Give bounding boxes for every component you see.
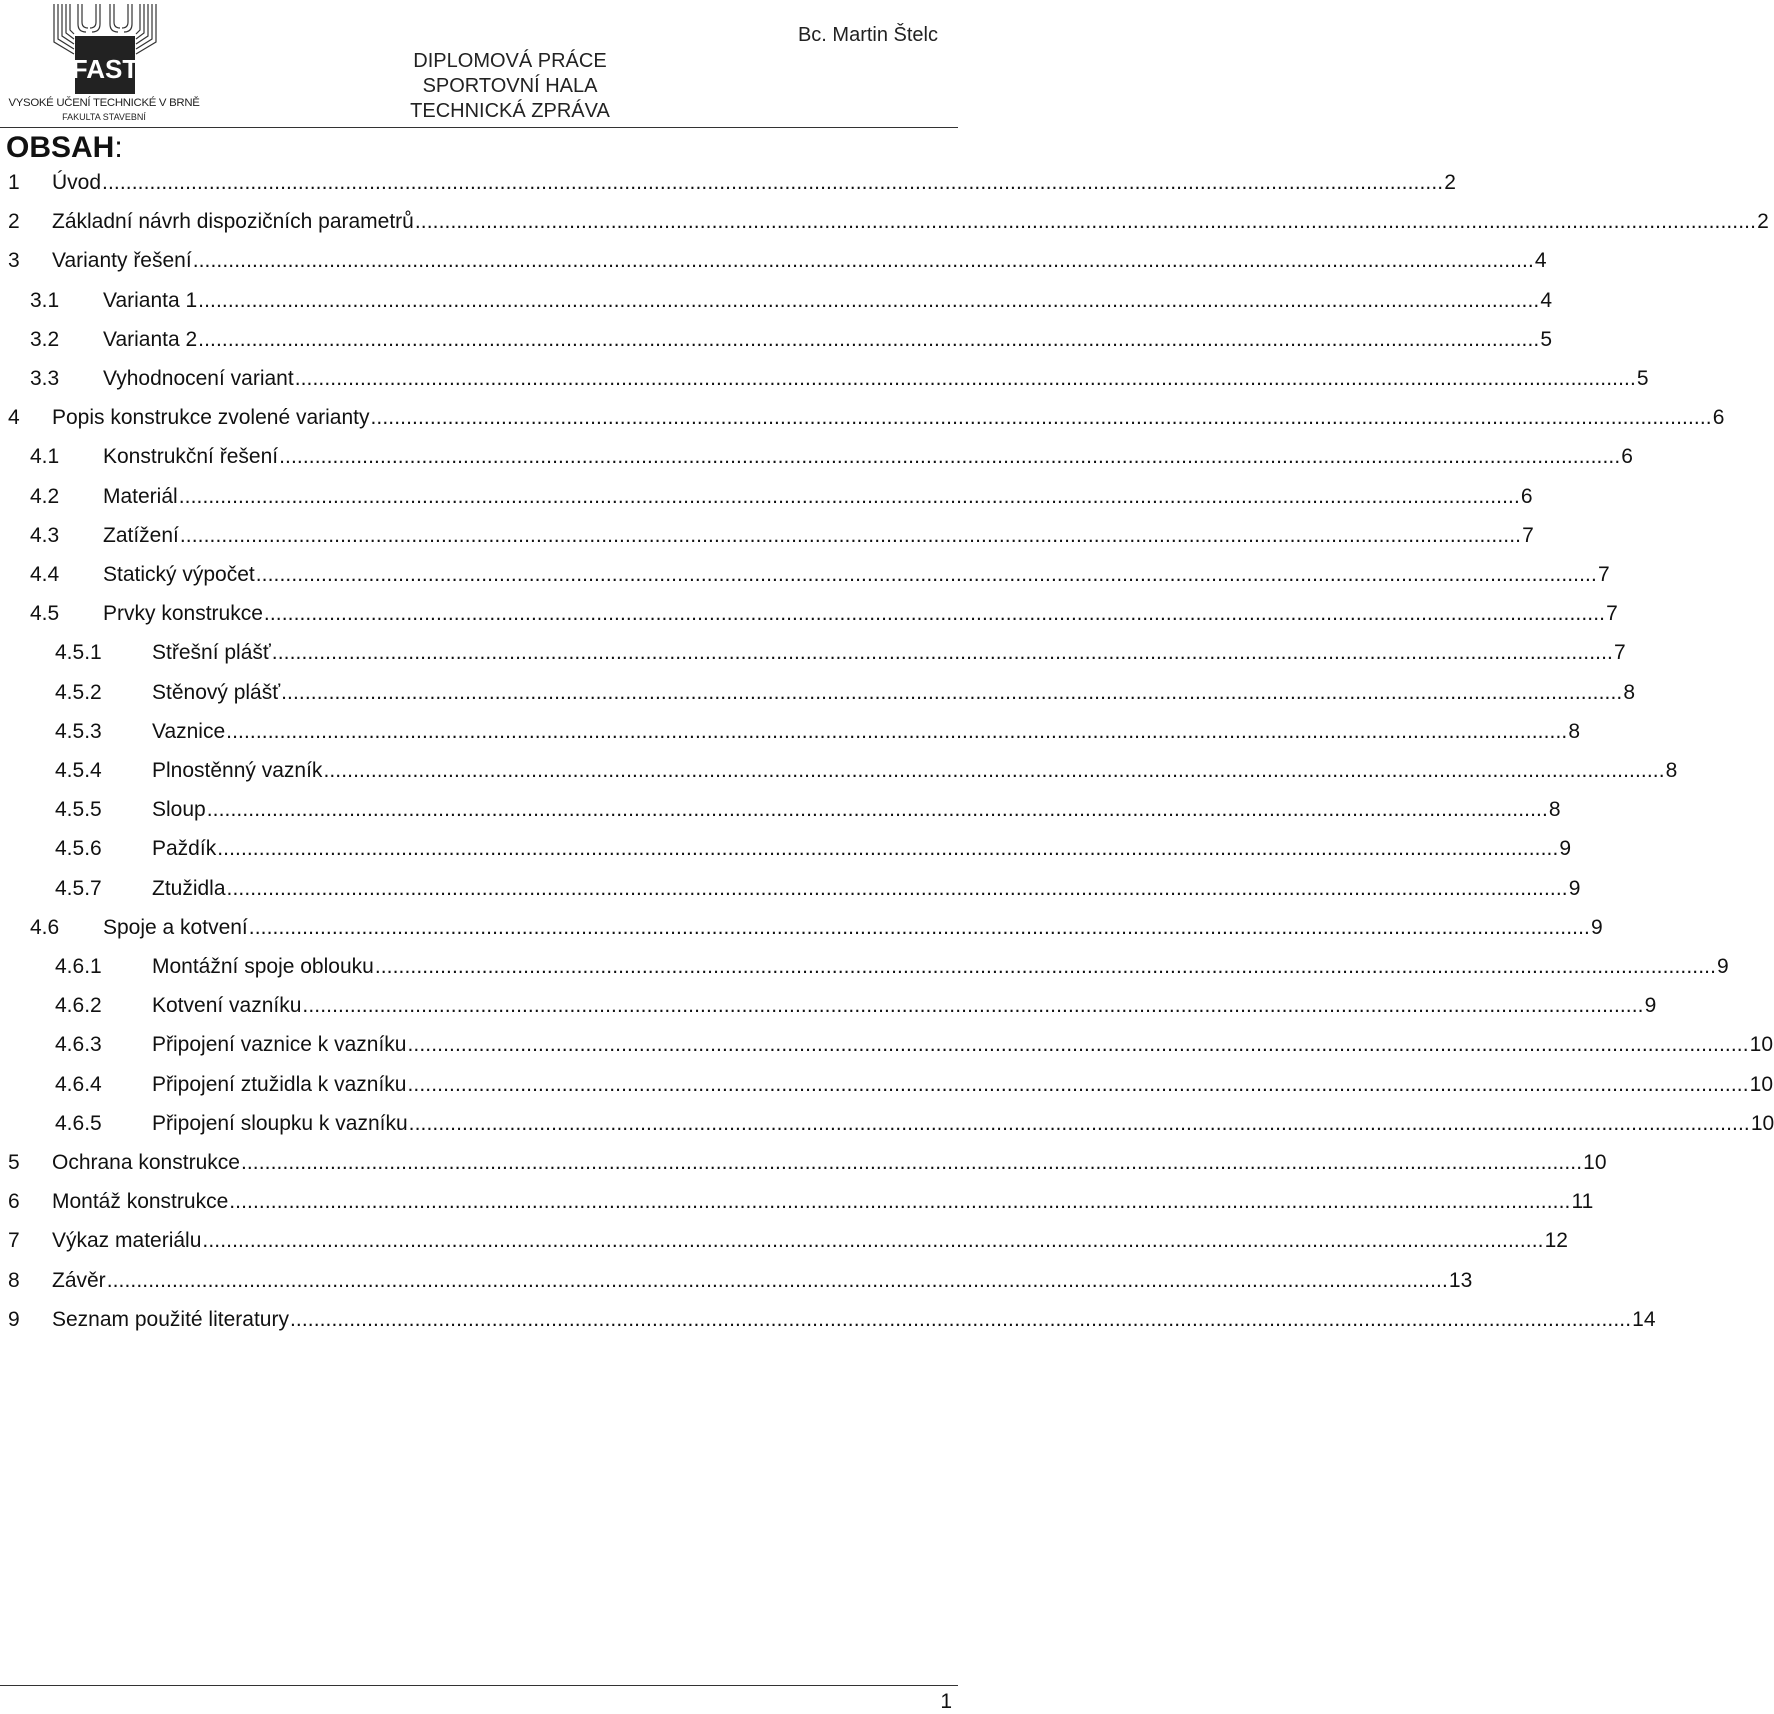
toc-entry-page: 8 xyxy=(1623,680,1636,704)
toc-entry-number: 4.6 xyxy=(30,915,60,939)
toc-entry-leader: .................................................................................................................................................................................................................................. xyxy=(192,249,1534,273)
toc-entry-title: Základní návrh dispozičních parametrů xyxy=(52,210,414,234)
toc-entry[interactable] xyxy=(30,325,1553,355)
toc-entry-leader: .................................................................................................................................................................................................................................. xyxy=(106,1268,1448,1292)
toc-entry-leader: .................................................................................................................................................................................................................................. xyxy=(408,1111,1750,1135)
toc-entry-page: 9 xyxy=(1644,994,1657,1018)
doc-type-line-3: TECHNICKÁ ZPRÁVA xyxy=(410,100,610,122)
toc-entry[interactable] xyxy=(55,795,1561,825)
toc-entry-leader: .................................................................................................................................................................................................................................. xyxy=(179,523,1522,547)
toc-entry-title: Připojení ztužidla k vazníku xyxy=(152,1072,407,1096)
toc-entry-leader: .................................................................................................................................................................................................................................. xyxy=(255,563,1597,586)
toc-entry-page: 4 xyxy=(1534,249,1547,273)
toc-entry-page: 6 xyxy=(1520,484,1533,508)
header-divider xyxy=(0,127,958,128)
toc-entry-page: 4 xyxy=(1540,288,1553,312)
toc-entry[interactable] xyxy=(55,1030,1774,1060)
toc-entry[interactable] xyxy=(30,286,1553,316)
toc-entry-page: 9 xyxy=(1568,876,1581,900)
toc-entry-title: Seznam použité literatury xyxy=(52,1307,289,1331)
toc-entry-page: 8 xyxy=(1665,759,1678,782)
toc-entry-number: 4.6.2 xyxy=(55,994,102,1018)
toc-entry-title: Stěnový plášť xyxy=(152,680,281,704)
toc-entry-page: 6 xyxy=(1621,445,1633,469)
toc-entry-leader: .................................................................................................................................................................................................................................. xyxy=(198,288,1540,312)
toc-entry-page: 11 xyxy=(1571,1190,1594,1214)
toc-entry[interactable] xyxy=(55,717,1581,747)
toc-entry-title: Ztužidla xyxy=(152,876,226,900)
toc-entry[interactable] xyxy=(55,1109,1774,1139)
toc-entry-title: Kotvení vazníku xyxy=(152,994,302,1018)
toc-entry-number: 3.2 xyxy=(30,327,60,351)
toc-entry-number: 4.6.3 xyxy=(55,1033,102,1057)
toc-entry-number: 4.5.6 xyxy=(55,837,102,861)
toc-entry[interactable] xyxy=(0,1305,1656,1335)
toc-entry-number: 4.6.5 xyxy=(55,1111,102,1135)
toc-entry-leader: .................................................................................................................................................................................................................................. xyxy=(226,719,1568,743)
toc-entry-leader: .................................................................................................................................................................................................................................. xyxy=(263,602,1606,626)
toc-entry-number: 4.3 xyxy=(30,523,60,547)
toc-entry[interactable] xyxy=(0,1187,1594,1217)
toc-entry[interactable] xyxy=(55,678,1636,708)
toc-entry-page: 2 xyxy=(1444,171,1456,194)
author-name: Bc. Martin Štelc xyxy=(797,24,938,46)
toc-entry-leader: .................................................................................................................................................................................................................................. xyxy=(226,876,1568,900)
toc-entry-leader: .................................................................................................................................................................................................................................. xyxy=(289,1307,1632,1331)
toc-entry-page: 10 xyxy=(1583,1151,1607,1174)
toc-entry-leader: .................................................................................................................................................................................................................................. xyxy=(302,994,1644,1018)
toc-entry-number: 4.1 xyxy=(30,445,60,469)
toc-heading xyxy=(6,131,123,165)
toc-entry[interactable] xyxy=(0,1226,1568,1256)
toc-entry-title: Paždík xyxy=(152,837,217,861)
toc-entry[interactable] xyxy=(30,560,1610,590)
toc-entry-page: 14 xyxy=(1632,1307,1656,1331)
toc-entry[interactable] xyxy=(55,874,1581,904)
toc-entry-number: 4.2 xyxy=(30,484,60,508)
toc-entry-number: 3 xyxy=(8,249,20,273)
toc-entry-title: Závěr xyxy=(52,1268,106,1292)
fast-logo-graphic xyxy=(6,2,202,94)
toc-entry-number: 1 xyxy=(8,171,20,194)
toc-entry-leader: .................................................................................................................................................................................................................................. xyxy=(414,210,1757,234)
toc-entry[interactable] xyxy=(30,442,1633,472)
toc-entry-number: 4.6.4 xyxy=(55,1072,102,1096)
toc-entry-page: 10 xyxy=(1750,1111,1774,1135)
toc-entry-leader: .................................................................................................................................................................................................................................. xyxy=(271,641,1613,665)
toc-entry-page: 9 xyxy=(1590,915,1603,939)
toc-entry-number: 4.5.2 xyxy=(55,680,102,704)
toc-entry-title: Statický výpočet xyxy=(103,563,255,586)
toc-entry-leader: .................................................................................................................................................................................................................................. xyxy=(198,327,1540,351)
toc-entry-number: 4 xyxy=(8,406,20,430)
toc-entry-number: 4.4 xyxy=(30,563,60,586)
toc-entry-leader: .................................................................................................................................................................................................................................. xyxy=(178,484,1520,508)
toc-entry[interactable] xyxy=(55,834,1572,864)
toc-entry[interactable] xyxy=(55,952,1729,982)
toc-entry-page: 5 xyxy=(1540,327,1553,351)
toc-heading-colon: : xyxy=(114,131,123,164)
university-logo xyxy=(6,2,202,122)
toc-entry-leader: .................................................................................................................................................................................................................................. xyxy=(374,955,1717,978)
toc-entry-number: 4.5.1 xyxy=(55,641,102,665)
toc-entry[interactable] xyxy=(0,168,1456,198)
toc-entry-page: 8 xyxy=(1568,719,1581,743)
toc-entry-number: 4.5.7 xyxy=(55,876,102,900)
toc-entry-leader: .................................................................................................................................................................................................................................. xyxy=(102,171,1444,194)
toc-entry-title: Varianta 2 xyxy=(103,327,198,351)
toc-entry-leader: .................................................................................................................................................................................................................................. xyxy=(217,837,1559,861)
logo-university-name: VYSOKÉ UČENÍ TECHNICKÉ V BRNĚ xyxy=(8,97,200,109)
toc-entry-leader: .................................................................................................................................................................................................................................. xyxy=(279,445,1621,469)
toc-entry-title: Montáž konstrukce xyxy=(52,1190,229,1214)
toc-entry-leader: .................................................................................................................................................................................................................................. xyxy=(407,1033,1749,1057)
toc-entry[interactable] xyxy=(0,1148,1607,1178)
toc-entry-title: Varianta 1 xyxy=(103,288,198,312)
toc-entry-leader: .................................................................................................................................................................................................................................. xyxy=(323,759,1665,782)
toc-entry-number: 8 xyxy=(8,1268,20,1292)
toc-entry[interactable] xyxy=(55,991,1657,1021)
toc-entry-page: 7 xyxy=(1597,563,1610,586)
toc-entry-number: 7 xyxy=(8,1229,20,1253)
toc-entry-page: 7 xyxy=(1613,641,1626,665)
toc-entry-title: Plnostěnný vazník xyxy=(152,759,323,782)
toc-entry-page: 9 xyxy=(1559,837,1572,861)
toc-entry-leader: .................................................................................................................................................................................................................................. xyxy=(294,367,1636,390)
toc-entry-number: 4.6.1 xyxy=(55,955,102,978)
logo-letters: FAST xyxy=(71,54,139,84)
toc-entry-page: 6 xyxy=(1712,406,1725,430)
doc-type-line-1: DIPLOMOVÁ PRÁCE xyxy=(413,50,607,72)
toc-entry[interactable] xyxy=(55,638,1626,668)
toc-entry-number: 6 xyxy=(8,1190,20,1214)
toc-entry-number: 4.5 xyxy=(30,602,60,626)
footer-divider xyxy=(0,1685,958,1686)
toc-entry-title: Připojení vaznice k vazníku xyxy=(152,1033,407,1057)
toc-entry-page: 9 xyxy=(1717,955,1729,978)
toc-heading-text: OBSAH xyxy=(6,131,115,164)
toc-entry-title: Varianty řešení xyxy=(52,249,192,273)
toc-entry-title: Výkaz materiálu xyxy=(52,1229,202,1253)
toc-entry[interactable] xyxy=(30,599,1618,629)
toc-entry-page: 10 xyxy=(1749,1072,1774,1096)
toc-entry-page: 12 xyxy=(1544,1229,1568,1253)
toc-entry-number: 2 xyxy=(8,210,20,234)
logo-faculty-name: FAKULTA STAVEBNÍ xyxy=(62,112,146,122)
toc-entry-leader: .................................................................................................................................................................................................................................. xyxy=(248,915,1590,939)
toc-entry-number: 4.5.4 xyxy=(55,759,102,782)
toc-entry-title: Prvky konstrukce xyxy=(103,602,263,626)
toc-entry[interactable] xyxy=(0,1266,1473,1296)
toc-entry[interactable] xyxy=(30,521,1534,551)
toc-entry[interactable] xyxy=(0,207,1769,237)
toc-entry-number: 4.5.3 xyxy=(55,719,102,743)
toc-entry-page: 7 xyxy=(1606,602,1618,626)
document-type xyxy=(390,49,630,124)
toc-entry-title: Materiál xyxy=(103,484,178,508)
toc-entry-page: 8 xyxy=(1548,798,1561,822)
toc-entry-title: Vaznice xyxy=(152,719,226,743)
doc-type-line-2: SPORTOVNÍ HALA xyxy=(422,75,598,97)
toc-entry-title: Spoje a kotvení xyxy=(103,915,248,939)
toc-entry-number: 9 xyxy=(8,1307,20,1331)
toc-entry-leader: .................................................................................................................................................................................................................................. xyxy=(240,1151,1583,1174)
toc-entry[interactable] xyxy=(30,913,1603,943)
toc-entry[interactable] xyxy=(30,364,1649,394)
toc-entry-leader: .................................................................................................................................................................................................................................. xyxy=(407,1072,1749,1096)
toc-entry-title: Zatížení xyxy=(103,523,179,547)
toc-entry-title: Popis konstrukce zvolené varianty xyxy=(52,406,370,430)
toc-entry-page: 7 xyxy=(1522,523,1534,547)
toc-entry-page: 13 xyxy=(1448,1268,1473,1292)
toc-entry-title: Konstrukční řešení xyxy=(103,445,279,469)
toc-entry-leader: .................................................................................................................................................................................................................................. xyxy=(281,680,1623,704)
toc-entry[interactable] xyxy=(55,1070,1774,1100)
page-number: 1 xyxy=(940,1690,952,1713)
toc-entry-title: Střešní plášť xyxy=(152,641,271,665)
toc-entry[interactable] xyxy=(0,246,1547,276)
toc-entry-page: 2 xyxy=(1757,210,1769,234)
toc-entry-title: Sloup xyxy=(152,798,206,822)
toc-entry-leader: .................................................................................................................................................................................................................................. xyxy=(202,1229,1544,1253)
toc-entry-number: 3.3 xyxy=(30,367,60,390)
toc-entry[interactable] xyxy=(30,482,1533,512)
toc-entry-leader: .................................................................................................................................................................................................................................. xyxy=(370,406,1712,430)
toc-entry[interactable] xyxy=(0,403,1725,433)
toc-entry-number: 5 xyxy=(8,1151,20,1174)
toc-entry-title: Připojení sloupku k vazníku xyxy=(152,1111,408,1135)
toc-entry-number: 4.5.5 xyxy=(55,798,102,822)
toc-entry-title: Vyhodnocení variant xyxy=(103,367,294,390)
toc-entry-page: 10 xyxy=(1749,1033,1774,1057)
toc-entry[interactable] xyxy=(55,756,1678,786)
toc-entry-title: Montážní spoje oblouku xyxy=(152,955,374,978)
toc-entry-page: 5 xyxy=(1636,367,1649,390)
toc-entry-title: Ochrana konstrukce xyxy=(52,1151,240,1174)
toc-entry-title: Úvod xyxy=(52,171,102,194)
toc-entry-number: 3.1 xyxy=(30,288,60,312)
toc-entry-leader: .................................................................................................................................................................................................................................. xyxy=(206,798,1548,822)
toc-entry-leader: .................................................................................................................................................................................................................................. xyxy=(229,1190,1571,1214)
